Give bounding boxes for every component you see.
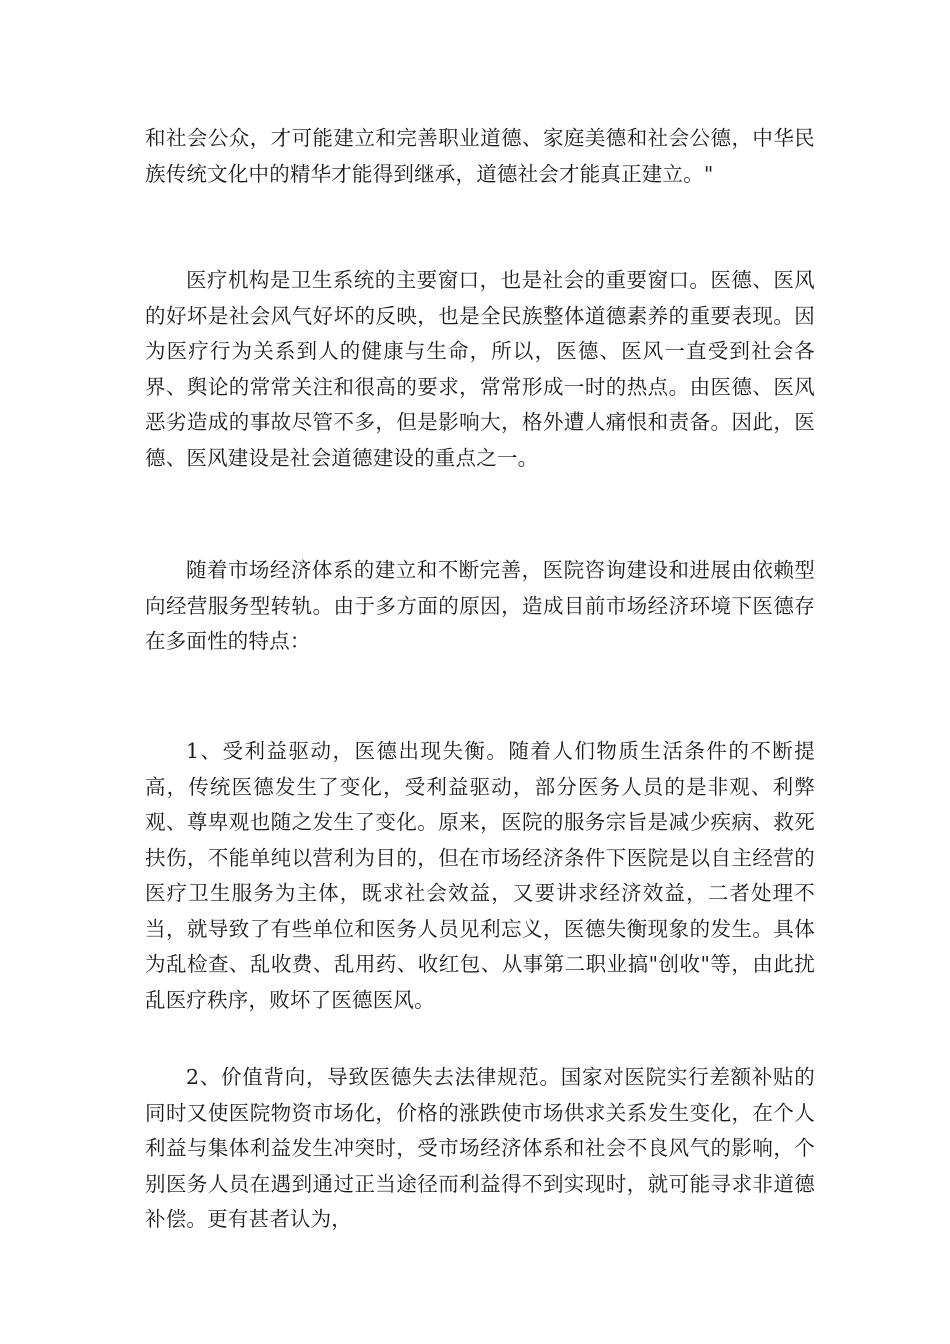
paragraph-point-2: 2、价值背向，导致医德失去法律规范。国家对医院实行差额补贴的同时又使医院物资市场化，价格的涨跌使市场供求关系发生变化，在个人利益与集体利益发生冲突时，受市场经济体系和社会不良风气的影响，个别医务人员在遇到通过正当途径而利益得不到实现时，就可能寻求非道德补偿。更有甚者认为，: [145, 1065, 815, 1231]
paragraph-continuation: 和社会公众，才可能建立和完善职业道德、家庭美德和社会公德，中华民族传统文化中的精华才能得到继承，道德社会才能真正建立。": [145, 126, 815, 186]
paragraph-point-1: 1、受利益驱动，医德出现失衡。随着人们物质生活条件的不断提高，传统医德发生了变化，受利益驱动，部分医务人员的是非观、利弊观、尊卑观也随之发生了变化。原来，医院的服务宗旨是减少疾病、救死扶伤，不能单纯以营利为目的，但在市场经济条件下医院是以自主经营的医疗卫生服务为主体，既求社会效益，又要讲求经济效益，二者处理不当，就导致了有些单位和医务人员见利忘义，医德失衡现象的发生。具体为乱检查、乱收费、乱用药、收红包、从事第二职业搞"创收"等，由此扰乱医疗秩序，败坏了医德医风。: [145, 739, 815, 1012]
paragraph-market-economy: 随着市场经济体系的建立和不断完善，医院咨询建设和进展由依赖型向经营服务型转轨。由于多方面的原因，造成目前市场经济环境下医德存在多面性的特点：: [145, 558, 815, 653]
paragraph-medical-institutions: 医疗机构是卫生系统的主要窗口，也是社会的重要窗口。医德、医风的好坏是社会风气好坏的反映，也是全民族整体道德素养的重要表现。因为医疗行为关系到人的健康与生命，所以，医德、医风一直受到社会各界、舆论的常常关注和很高的要求，常常形成一时的热点。由医德、医风恶劣造成的事故尽管不多，但是影响大，格外遭人痛恨和责备。因此，医德、医风建设是社会道德建设的重点之一。: [145, 268, 815, 470]
